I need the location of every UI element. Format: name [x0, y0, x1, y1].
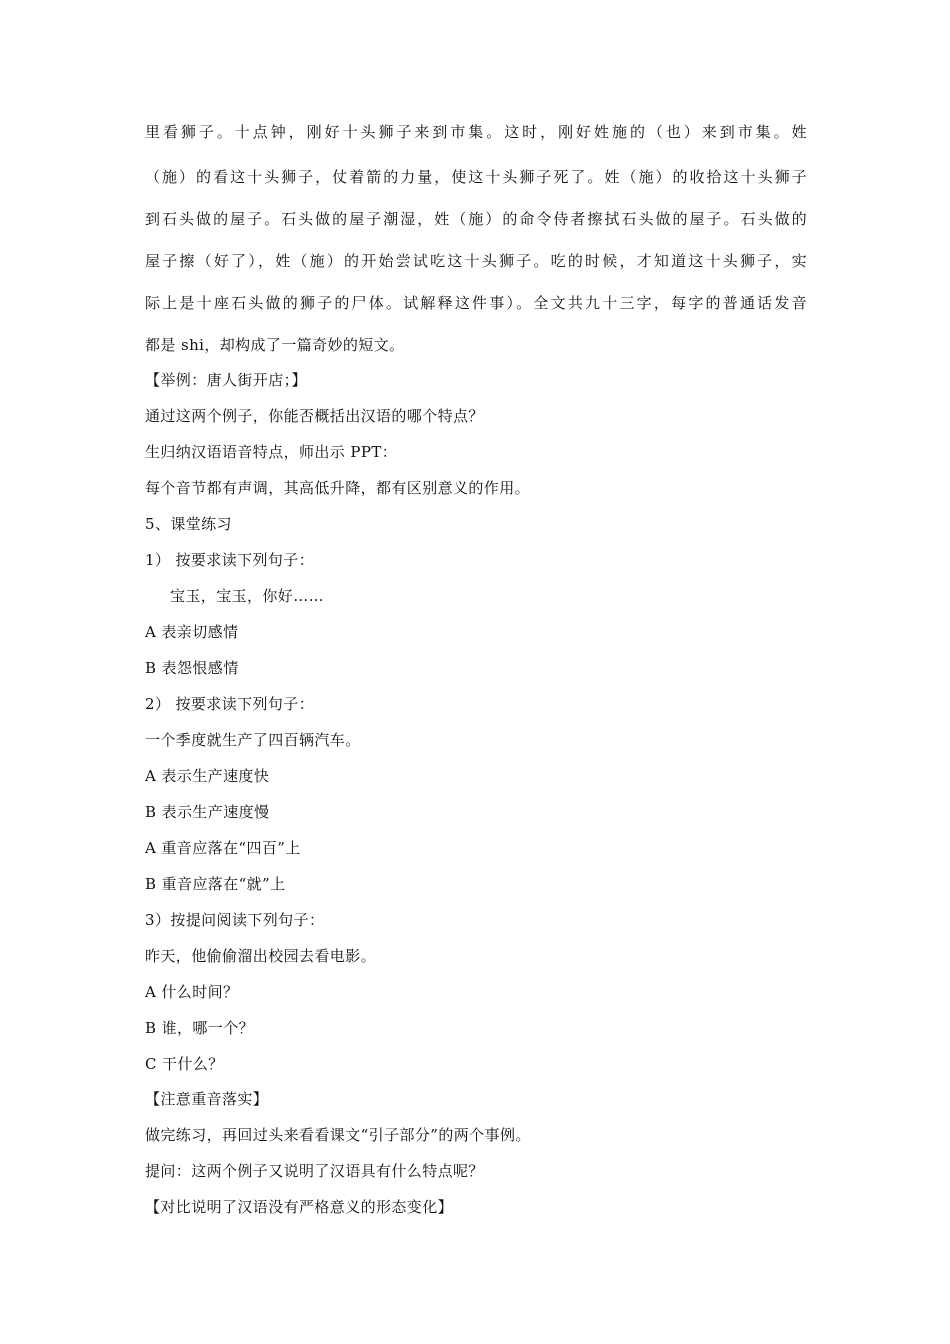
conclusion-note: 【对比说明了汉语没有严格意义的形态变化】 [145, 1198, 454, 1216]
paragraph-line-6: 都是 shi，却构成了一篇奇妙的短文。 [145, 336, 405, 354]
section-heading-practice: 5、课堂练习 [145, 515, 232, 533]
summary-line: 生归纳汉语语音特点，师出示 PPT： [145, 443, 398, 461]
review-line: 做完练习，再回过头来看看课文“引子部分”的两个事例。 [145, 1126, 531, 1144]
paragraph-line-4: 屋子擦（好了），姓（施）的开始尝试吃这十头狮子。吃的时候，才知道这十头狮子，实 [145, 252, 807, 270]
exercise-2-option-b: B 表示生产速度慢 [145, 803, 270, 821]
exercise-2-heading: 2） 按要求读下列句子： [145, 695, 315, 713]
exercise-2-stress-b: B 重音应落在“就”上 [145, 875, 286, 893]
exercise-1-sentence: 宝玉，宝玉，你好…… [170, 587, 325, 605]
paragraph-line-2: （施）的看这十头狮子，仗着箭的力量，使这十头狮子死了。姓（施）的收拾这十头狮子 [145, 168, 807, 186]
question-line-2: 提问：这两个例子又说明了汉语具有什么特点呢？ [145, 1162, 484, 1180]
paragraph-line-3: 到石头做的屋子。石头做的屋子潮湿，姓（施）的命令侍者擦拭石头做的屋子。石头做的 [145, 210, 807, 228]
example-heading: 【举例：唐人街开店；】 [145, 371, 307, 389]
exercise-2-stress-a: A 重音应落在“四百”上 [145, 839, 301, 857]
exercise-1-heading: 1） 按要求读下列句子： [145, 551, 315, 569]
exercise-3-option-b: B 谁，哪一个？ [145, 1019, 254, 1037]
tone-feature-line: 每个音节都有声调，其高低升降，都有区别意义的作用。 [145, 479, 531, 497]
exercise-3-option-a: A 什么时间？ [145, 983, 239, 1001]
exercise-1-option-b: B 表怨恨感情 [145, 659, 239, 677]
paragraph-line-1: 里看狮子。十点钟，刚好十头狮子来到市集。这时，刚好姓施的（也）来到市集。姓 [145, 123, 807, 141]
exercise-3-sentence: 昨天，他偷偷溜出校园去看电影。 [145, 947, 377, 965]
exercise-3-heading: 3）按提问阅读下列句子： [145, 911, 325, 929]
exercise-2-sentence: 一个季度就生产了四百辆汽车。 [145, 731, 361, 749]
question-line: 通过这两个例子，你能否概括出汉语的哪个特点？ [145, 407, 484, 425]
stress-note: 【注意重音落实】 [145, 1090, 269, 1108]
exercise-1-option-a: A 表亲切感情 [145, 623, 239, 641]
paragraph-line-5: 际上是十座石头做的狮子的尸体。试解释这件事）。全文共九十三字，每字的普通话发音 [145, 294, 807, 312]
exercise-2-option-a: A 表示生产速度快 [145, 767, 270, 785]
exercise-3-option-c: C 干什么？ [145, 1055, 224, 1073]
